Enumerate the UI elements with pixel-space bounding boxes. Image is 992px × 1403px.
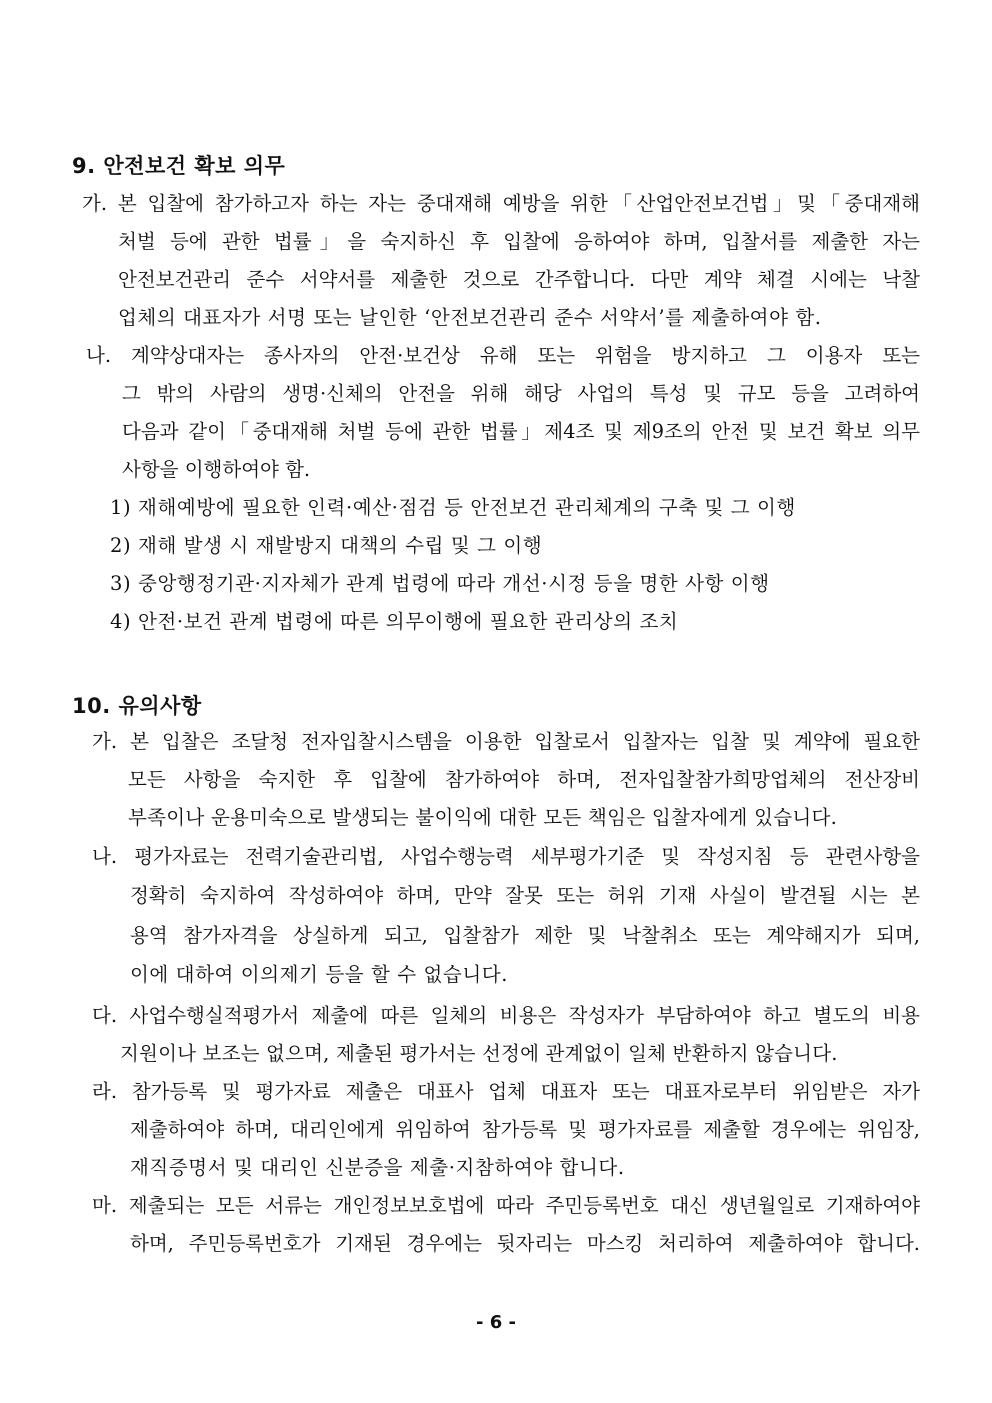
paragraph-line: 재직증명서 및 대리인 신분증을 제출·지참하여야 합니다. xyxy=(130,1156,625,1179)
paragraph-line: 하며, 주민등록번호가 기재된 경우에는 뒷자리는 마스킹 처리하여 제출하여야 합니다. xyxy=(130,1232,920,1255)
paragraph-line: 부족이나 운용미숙으로 발생되는 불이익에 대한 모든 책임은 입찰자에게 있습니다. xyxy=(128,806,838,829)
paragraph-line: 라. 참가등록 및 평가자료 제출은 대표사 업체 대표자 또는 대표자로부터 위임받은 자가 xyxy=(92,1080,920,1103)
paragraph-line: 이에 대하여 이의제기 등을 할 수 없습니다. xyxy=(130,963,509,986)
list-item: 3) 중앙행정기관·지자체가 관계 법령에 따라 개선·시정 등을 명한 사항 이행 xyxy=(110,572,770,595)
paragraph-line: 모든 사항을 숙지한 후 입찰에 참가하여야 하며, 전자입찰참가희망업체의 전산장비 xyxy=(128,768,920,791)
paragraph-line: 제출하여야 하며, 대리인에게 위임하여 참가등록 및 평가자료를 제출할 경우에는 위임장, xyxy=(130,1118,920,1141)
paragraph-line: 가. 본 입찰에 참가하고자 하는 자는 중대재해 예방을 위한「산업안전보건법」및「중대재해 xyxy=(82,192,920,215)
list-item: 4) 안전·보건 관계 법령에 따른 의무이행에 필요한 관리상의 조치 xyxy=(110,610,679,633)
paragraph-line: 안전보건관리 준수 서약서를 제출한 것으로 간주합니다. 다만 계약 체결 시에는 낙찰 xyxy=(118,268,920,291)
list-item: 1) 재해예방에 필요한 인력·예산·점검 등 안전보건 관리체계의 구축 및 그 이행 xyxy=(110,496,796,519)
paragraph-line: 그 밖의 사람의 생명·신체의 안전을 위해 해당 사업의 특성 및 규모 등을 고려하여 xyxy=(122,382,920,405)
paragraph-line: 지원이나 보조는 없으며, 제출된 평가서는 선정에 관계없이 일체 반환하지 않습니다. xyxy=(120,1042,838,1065)
section-heading-10: 10. 유의사항 xyxy=(72,694,202,718)
paragraph-line: 정확히 숙지하여 작성하여야 하며, 만약 잘못 또는 허위 기재 사실이 발견될 시는 본 xyxy=(130,884,920,907)
page-number: - 6 - xyxy=(476,1312,516,1333)
paragraph-line: 나. 계약상대자는 종사자의 안전·보건상 유해 또는 위험을 방지하고 그 이용자 또는 xyxy=(86,344,920,367)
paragraph-line: 사항을 이행하여야 함. xyxy=(122,458,311,481)
paragraph-line: 나. 평가자료는 전력기술관리법, 사업수행능력 세부평가기준 및 작성지침 등 관련사항을 xyxy=(92,845,920,868)
paragraph-line: 용역 참가자격을 상실하게 되고, 입찰참가 제한 및 낙찰취소 또는 계약해지가 되며, xyxy=(130,924,920,947)
paragraph-line: 다음과 같이「중대재해 처벌 등에 관한 법률」제4조 및 제9조의 안전 및 보건 확보 의무 xyxy=(122,420,920,443)
section-heading-9: 9. 안전보건 확보 의무 xyxy=(72,154,286,178)
paragraph-line: 처벌 등에 관한 법률」을 숙지하신 후 입찰에 응하여야 하며, 입찰서를 제출한 자는 xyxy=(118,230,920,253)
paragraph-line: 가. 본 입찰은 조달청 전자입찰시스템을 이용한 입찰로서 입찰자는 입찰 및 계약에 필요한 xyxy=(92,730,920,753)
paragraph-line: 다. 사업수행실적평가서 제출에 따른 일체의 비용은 작성자가 부담하여야 하고 별도의 비용 xyxy=(92,1004,920,1027)
list-item: 2) 재해 발생 시 재발방지 대책의 수립 및 그 이행 xyxy=(110,534,543,557)
paragraph-line: 업체의 대표자가 서명 또는 날인한 ‘안전보건관리 준수 서약서’를 제출하여야 함. xyxy=(118,306,822,329)
paragraph-line: 마. 제출되는 모든 서류는 개인정보보호법에 따라 주민등록번호 대신 생년월일로 기재하여야 xyxy=(92,1194,920,1217)
